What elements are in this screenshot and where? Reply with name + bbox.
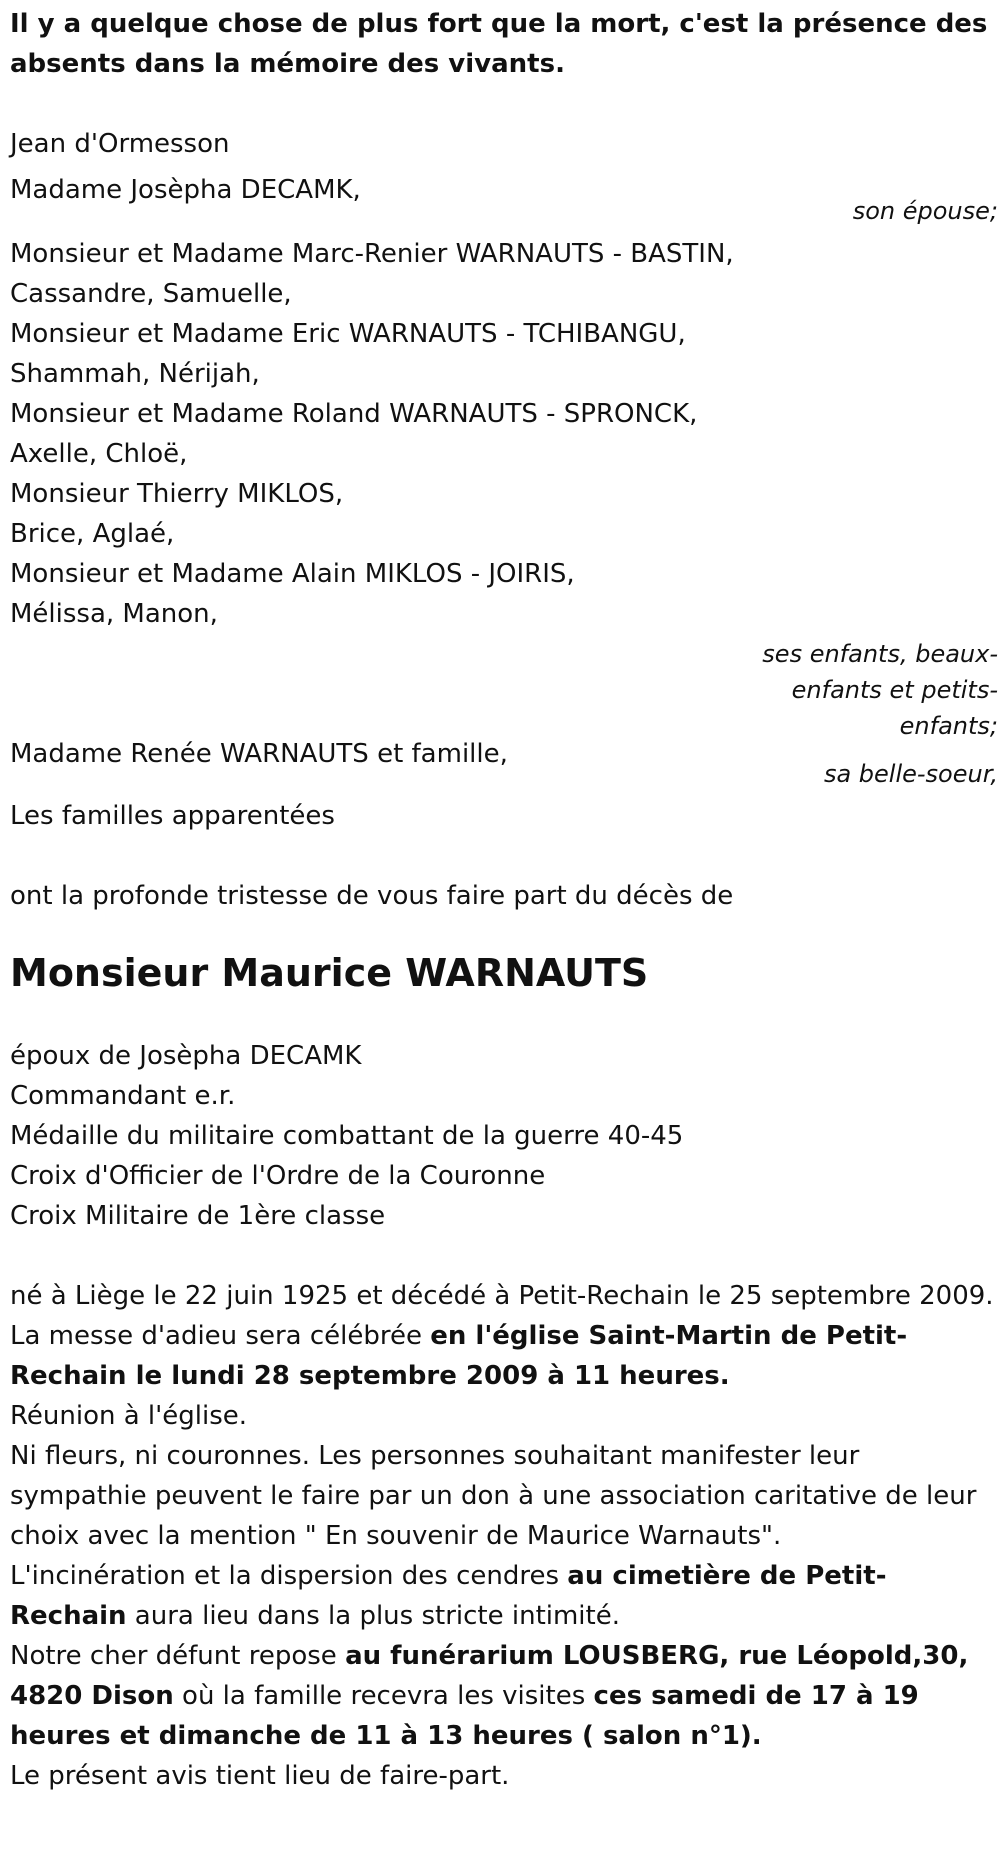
- list-item: Monsieur et Madame Eric WARNAUTS - TCHIBANGU,: [10, 319, 686, 349]
- cremation-location: au cimetière de Petit-Rechain: [10, 1561, 887, 1631]
- list-item: Shammah, Nérijah,: [10, 359, 260, 389]
- list-item: Cassandre, Samuelle,: [10, 279, 292, 309]
- list-item: Axelle, Chloë,: [10, 439, 188, 469]
- title-line: Croix Militaire de 1ère classe: [10, 1201, 386, 1231]
- quote-author: Jean d'Ormesson: [10, 129, 230, 159]
- title-line: époux de Josèpha DECAMK: [10, 1041, 362, 1071]
- rest-info: [10, 1636, 998, 1756]
- title-line: Croix d'Officier de l'Ordre de la Couronne: [10, 1161, 546, 1191]
- cremation-suffix: aura lieu dans la plus stricte intimité.: [126, 1601, 620, 1631]
- mass-location-date: en l'église Saint-Martin de Petit-Rechain le lundi 28 septembre 2009 à 11 heures.: [10, 1321, 908, 1391]
- rest-middle: où la famille recevra les visites: [173, 1681, 594, 1711]
- deceased-titles: [10, 1036, 998, 1236]
- quote: Il y a quelque chose de plus fort que la mort, c'est la présence des absents dans la mémoire des vivants.: [10, 9, 988, 79]
- related-families: Les familles apparentées: [10, 801, 335, 831]
- obituary-notice: [10, 0, 998, 1796]
- closing-note: Le présent avis tient lieu de faire-part.: [10, 1761, 510, 1791]
- funeral-home: au funérarium LOUSBERG, rue Léopold,30, 4820 Dison: [10, 1641, 969, 1711]
- spouse-name: Madame Josèpha DECAMK,: [10, 175, 361, 205]
- sister-in-law-relation: sa belle-soeur,: [823, 760, 998, 788]
- children-block: [10, 234, 998, 740]
- details: [10, 1276, 998, 1796]
- title-line: Commandant e.r.: [10, 1081, 236, 1111]
- rest-prefix: Notre cher défunt repose: [10, 1641, 346, 1671]
- sister-in-law-name: Madame Renée WARNAUTS et famille,: [10, 739, 508, 769]
- spouse-relation: son épouse;: [852, 197, 998, 225]
- children-list: [10, 234, 998, 634]
- mass-info: [10, 1316, 998, 1396]
- sister-in-law-block: [10, 734, 998, 796]
- visiting-hours: ces samedi de 17 à 19 heures et dimanche de 11 à 13 heures ( salon n°1).: [10, 1681, 919, 1751]
- meeting-info: Réunion à l'église.: [10, 1401, 248, 1431]
- cremation-prefix: L'incinération et la dispersion des cendres: [10, 1561, 568, 1591]
- list-item: Mélissa, Manon,: [10, 599, 218, 629]
- list-item: Monsieur et Madame Marc-Renier WARNAUTS - BASTIN,: [10, 239, 734, 269]
- mass-prefix: La messe d'adieu sera célébrée: [10, 1321, 431, 1351]
- birth-death: né à Liège le 22 juin 1925 et décédé à Petit-Rechain le 25 septembre 2009.: [10, 1281, 994, 1311]
- announcement: ont la profonde tristesse de vous faire part du décès de: [10, 881, 734, 911]
- children-relation: ses enfants, beaux-enfants et petits-enfants;: [762, 640, 998, 740]
- spouse-block: [10, 170, 998, 234]
- list-item: Monsieur et Madame Roland WARNAUTS - SPRONCK,: [10, 399, 698, 429]
- list-item: Monsieur et Madame Alain MIKLOS - JOIRIS,: [10, 559, 575, 589]
- list-item: Monsieur Thierry MIKLOS,: [10, 479, 344, 509]
- title-line: Médaille du militaire combattant de la guerre 40-45: [10, 1121, 684, 1151]
- list-item: Brice, Aglaé,: [10, 519, 175, 549]
- flowers-info: Ni fleurs, ni couronnes. Les personnes souhaitant manifester leur sympathie peuvent le faire par un don à une association caritative de leur choix avec la mention " En souvenir de Maurice Warnauts".: [10, 1441, 977, 1551]
- deceased-name: Monsieur Maurice WARNAUTS: [10, 951, 649, 995]
- cremation-info: [10, 1556, 998, 1636]
